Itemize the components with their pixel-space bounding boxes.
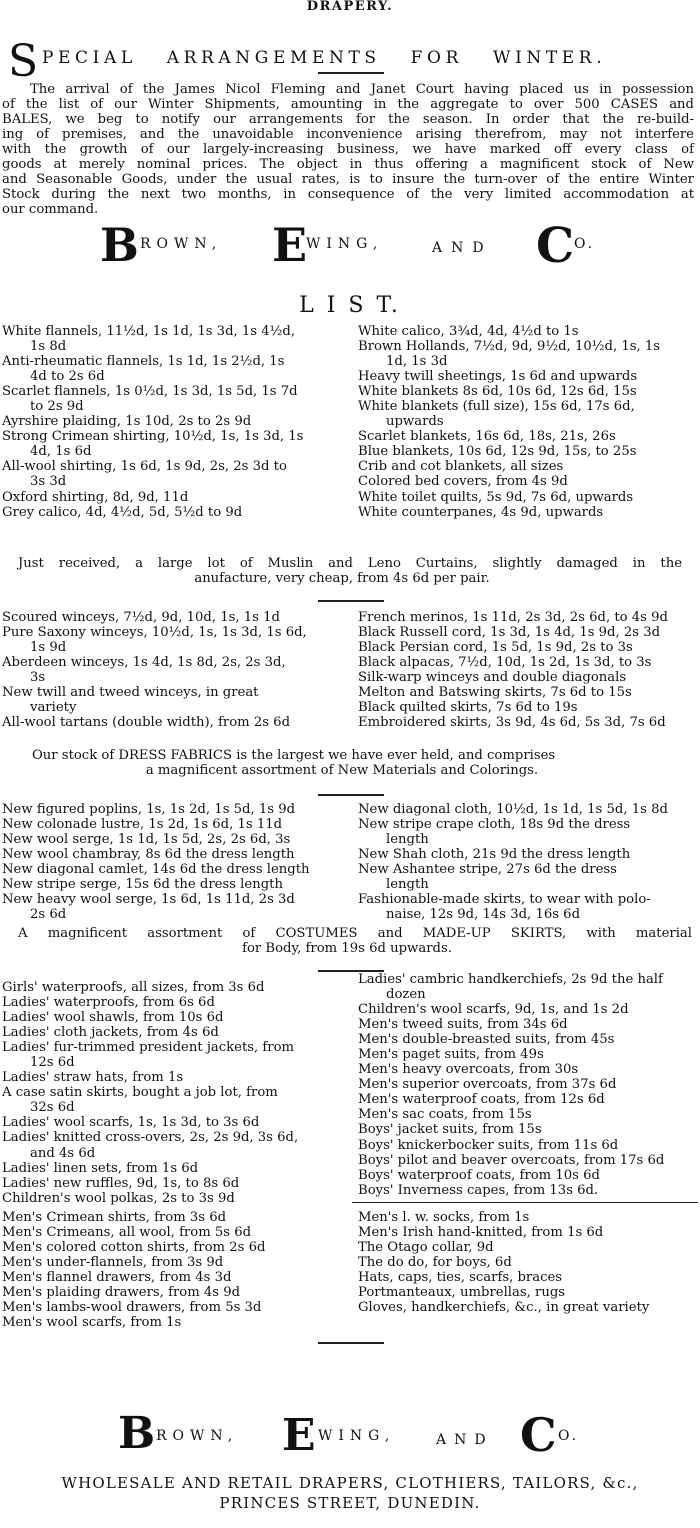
section3-left (2, 802, 350, 922)
list-item: 1s 9d (30, 640, 67, 656)
list-item: Black Russell cord, 1s 3d, 1s 4d, 1s 9d, 2s 3d (358, 625, 661, 641)
brand-initial-b: B (100, 218, 139, 272)
list-item: 2s 6d (30, 907, 67, 923)
list-item: variety (30, 700, 77, 716)
footer-line-1: WHOLESALE AND RETAIL DRAPERS, CLOTHIERS, TAILORS, &c., (61, 1474, 639, 1492)
list-item: Fashionable-made skirts, to wear with polo- (358, 892, 651, 908)
list-item: Colored bed covers, from 4s 9d (358, 474, 568, 490)
list-item: Gloves, handkerchiefs, &c., in great variety (358, 1300, 650, 1316)
list-item: 3s (30, 670, 46, 686)
list-item: 4d, 1s 6d (30, 444, 92, 460)
list-item: Black Persian cord, 1s 5d, 1s 9d, 2s to 3s (358, 640, 633, 656)
list-item: 32s 6d (30, 1100, 75, 1116)
list-item: to 2s 9d (30, 399, 84, 415)
intro-line: of the list of our Winter Shipments, amounting in the aggregate to over 500 CASES and (2, 97, 694, 112)
list-item: Men's l. w. socks, from 1s (358, 1210, 530, 1225)
list-item: New stripe serge, 15s 6d the dress length (2, 877, 283, 893)
page-header: DRAPERY. (306, 0, 394, 14)
list-item: Men's lambs-wool drawers, from 5s 3d (2, 1300, 262, 1316)
note-line: a magnificent assortment of New Materials and Colorings. (145, 763, 539, 778)
list-item: Grey calico, 4d, 4½d, 5d, 5½d to 9d (2, 504, 243, 520)
list-item: Boys' Inverness capes, from 13s 6d. (358, 1182, 599, 1198)
list-item: White blankets 8s 6d, 10s 6d, 12s 6d, 15s (358, 384, 637, 400)
list-item: Men's plaiding drawers, from 4s 9d (2, 1285, 241, 1301)
list-item: Ladies' knitted cross-overs, 2s, 2s 9d, 3s 6d, (2, 1130, 299, 1146)
list-item: New wool serge, 1s 1d, 1s 5d, 2s, 2s 6d, 3s (2, 832, 291, 848)
list-item: A case satin skirts, bought a job lot, from (2, 1085, 278, 1101)
list-item: Ayrshire plaiding, 1s 10d, 2s to 2s 9d (2, 414, 252, 430)
list-heading: L I S T. (299, 293, 401, 318)
list-item: 12s 6d (30, 1055, 75, 1071)
list-item: New diagonal cloth, 10½d, 1s 1d, 1s 5d, 1s 8d (358, 802, 668, 817)
list-item: Boys' waterproof coats, from 10s 6d (358, 1167, 600, 1183)
list-item: Men's tweed suits, from 34s 6d (358, 1017, 568, 1033)
note-line: anufacture, very cheap, from 4s 6d per pair. (194, 571, 490, 586)
list-item: All-wool shirting, 1s 6d, 1s 9d, 2s, 2s 3d to (2, 459, 287, 475)
list-item: Men's paget suits, from 49s (358, 1047, 544, 1063)
section1-right (358, 324, 698, 520)
section2-left (2, 610, 350, 730)
list-item: Scoured winceys, 7½d, 9d, 10d, 1s, 1s 1d (2, 610, 280, 625)
section5-left (2, 1210, 350, 1330)
intro-paragraph (2, 82, 694, 217)
list-item: Ladies' waterproofs, from 6s 6d (2, 995, 215, 1011)
section2-note (2, 748, 682, 778)
list-item: New twill and tweed winceys, in great (2, 685, 259, 701)
list-item: Men's Crimean shirts, from 3s 6d (2, 1210, 227, 1225)
list-item: length (386, 877, 429, 893)
list-item: New colonade lustre, 1s 2d, 1s 6d, 1s 11d (2, 817, 283, 833)
section-rule (318, 600, 384, 602)
brand-word-o: O. (558, 1428, 580, 1444)
list-item: upwards (386, 414, 444, 430)
list-item: Ladies' wool scarfs, 1s, 1s 3d, to 3s 6d (2, 1115, 260, 1131)
list-item: Scarlet flannels, 1s 0½d, 1s 3d, 1s 5d, 1s 7d (2, 384, 298, 400)
brand-initial-b: B (118, 1408, 156, 1459)
list-item: New wool chambray, 8s 6d the dress length (2, 847, 295, 863)
list-item: White blankets (full size), 15s 6d, 17s 6d, (358, 399, 635, 415)
list-item: White toilet quilts, 5s 9d, 7s 6d, upwards (358, 489, 634, 505)
list-item: Men's waterproof coats, from 12s 6d (358, 1092, 605, 1108)
intro-line: our command. (2, 202, 99, 217)
list-item: 1s 8d (30, 339, 67, 355)
list-item: Men's heavy overcoats, from 30s (358, 1062, 579, 1078)
list-item: Boys' knickerbocker suits, from 11s 6d (358, 1137, 619, 1153)
list-item: Melton and Batswing skirts, 7s 6d to 15s (358, 685, 632, 701)
section3-note (2, 926, 692, 956)
list-item: Ladies' wool shawls, from 10s 6d (2, 1010, 224, 1026)
section4-left (2, 980, 350, 1206)
intro-line: Stock during the next two months, in consequence of the very limited accommodation at (2, 187, 694, 202)
list-item: Men's wool scarfs, from 1s (2, 1315, 182, 1331)
list-item: New Shah cloth, 21s 9d the dress length (358, 847, 631, 863)
list-item: dozen (386, 987, 426, 1003)
list-item: length (386, 832, 429, 848)
intro-line: ing of premises, and the unavoidable inconvenience arising therefrom, may not interfere (2, 127, 694, 142)
list-item: New figured poplins, 1s, 1s 2d, 1s 5d, 1s 9d (2, 802, 296, 817)
note-line: Just received, a large lot of Muslin and Leno Curtains, slightly damaged in the (18, 556, 682, 571)
intro-line: with the growth of our largely-increasing business, we have marked off every class of (2, 142, 694, 157)
list-item: The do do, for boys, 6d (358, 1255, 512, 1271)
list-item: Girls' waterproofs, all sizes, from 3s 6d (2, 980, 265, 995)
brand-initial-c: C (536, 218, 575, 274)
list-item: Men's double-breasted suits, from 45s (358, 1032, 615, 1048)
list-item: Black alpacas, 7½d, 10d, 1s 2d, 1s 3d, to 3s (358, 655, 652, 671)
list-item: 4d to 2s 6d (30, 369, 105, 385)
list-item: and 4s 6d (30, 1145, 96, 1161)
brand-initial-e: E (272, 218, 308, 272)
list-item: White counterpanes, 4s 9d, upwards (358, 504, 604, 520)
list-item: New heavy wool serge, 1s 6d, 1s 11d, 2s 3d (2, 892, 295, 908)
section-rule (352, 1202, 698, 1203)
list-item: Scarlet blankets, 16s 6d, 18s, 21s, 26s (358, 429, 616, 445)
footer-line-2: PRINCES STREET, DUNEDIN. (219, 1494, 481, 1512)
list-item: Pure Saxony winceys, 10½d, 1s, 1s 3d, 1s 6d, (2, 625, 307, 641)
section1-note (2, 556, 682, 586)
note-line: A magnificent assortment of COSTUMES and MADE-UP SKIRTS, with material (18, 926, 692, 941)
intro-line: The arrival of the James Nicol Fleming and Janet Court having placed us in possession (30, 82, 694, 97)
list-item: Children's wool polkas, 2s to 3s 9d (2, 1190, 235, 1206)
list-item: naise, 12s 9d, 14s 3d, 16s 6d (386, 907, 581, 923)
list-item: Men's superior overcoats, from 37s 6d (358, 1077, 617, 1093)
list-item: White calico, 3¾d, 4d, 4½d to 1s (358, 324, 579, 339)
list-item: French merinos, 1s 11d, 2s 3d, 2s 6d, to 4s 9d (358, 610, 668, 625)
list-item: Crib and cot blankets, all sizes (358, 459, 564, 475)
list-item: Boys' pilot and beaver overcoats, from 17s 6d (358, 1152, 665, 1168)
list-item: Men's under-flannels, from 3s 9d (2, 1255, 224, 1271)
brand-word-rown: ROWN, (140, 236, 223, 252)
list-item: Embroidered skirts, 3s 9d, 4s 6d, 5s 3d, 7s 6d (358, 715, 666, 731)
list-item: Children's wool scarfs, 9d, 1s, and 1s 2d (358, 1002, 629, 1018)
title-text: PECIAL ARRANGEMENTS FOR WINTER. (42, 48, 607, 68)
brand-word-and: AND (436, 1432, 494, 1448)
section1-left (2, 324, 350, 520)
brand-word-o: O. (574, 236, 596, 252)
section-rule (318, 1342, 384, 1344)
list-item: Black quilted skirts, 7s 6d to 19s (358, 700, 578, 716)
list-item: White flannels, 11½d, 1s 1d, 1s 3d, 1s 4½d, (2, 324, 296, 339)
brand-word-rown: ROWN, (156, 1428, 239, 1444)
list-item: Anti-rheumatic flannels, 1s 1d, 1s 2½d, 1s (2, 354, 285, 370)
list-item: 3s 3d (30, 474, 67, 490)
list-item: Ladies' linen sets, from 1s 6d (2, 1160, 199, 1176)
list-item: Boys' jacket suits, from 15s (358, 1122, 542, 1138)
list-item: Men's sac coats, from 15s (358, 1107, 532, 1123)
list-item: Blue blankets, 10s 6d, 12s 9d, 15s, to 25s (358, 444, 637, 460)
note-line: Our stock of DRESS FABRICS is the largest we have ever held, and comprises (32, 748, 556, 763)
list-item: Ladies' fur-trimmed president jackets, from (2, 1040, 295, 1056)
list-item: Strong Crimean shirting, 10½d, 1s, 1s 3d, 1s (2, 429, 304, 445)
list-item: Ladies' cambric handkerchiefs, 2s 9d the half (358, 972, 663, 987)
list-item: 1d, 1s 3d (386, 354, 448, 370)
list-item: The Otago collar, 9d (358, 1240, 494, 1256)
list-item: Men's Irish hand-knitted, from 1s 6d (358, 1225, 604, 1241)
section3-right (358, 802, 698, 922)
brand-word-wing: WING, (318, 1428, 396, 1444)
intro-line: BALES, we beg to notify our arrangements for the season. In order that the re-build- (2, 112, 694, 127)
section2-right (358, 610, 698, 730)
section-rule (318, 794, 384, 796)
intro-line: and Seasonable Goods, under the usual rates, is to insure the turn-over of the entire Winter (2, 172, 694, 187)
brand-initial-c: C (520, 1408, 557, 1462)
list-item: Ladies' new ruffles, 9d, 1s, to 8s 6d (2, 1175, 240, 1191)
section4-right (358, 972, 698, 1198)
list-item: Ladies' straw hats, from 1s (2, 1070, 184, 1086)
list-item: Oxford shirting, 8d, 9d, 11d (2, 489, 189, 505)
list-item: Aberdeen winceys, 1s 4d, 1s 8d, 2s, 2s 3d, (2, 655, 286, 671)
list-item: Silk-warp winceys and double diagonals (358, 670, 627, 686)
list-item: Heavy twill sheetings, 1s 6d and upwards (358, 369, 638, 385)
title-initial: S (8, 36, 39, 87)
list-item: New stripe crape cloth, 18s 9d the dress (358, 817, 631, 833)
list-item: New Ashantee stripe, 27s 6d the dress (358, 862, 617, 878)
list-item: Ladies' cloth jackets, from 4s 6d (2, 1025, 219, 1041)
brand-initial-e: E (282, 1410, 316, 1461)
title-rule (318, 72, 384, 74)
list-item: Hats, caps, ties, scarfs, braces (358, 1270, 563, 1286)
list-item: Portmanteaux, umbrellas, rugs (358, 1285, 566, 1301)
brand-word-wing: WING, (306, 236, 384, 252)
list-item: Men's Crimeans, all wool, from 5s 6d (2, 1225, 252, 1241)
list-item: Men's colored cotton shirts, from 2s 6d (2, 1240, 266, 1256)
brand-word-and: AND (432, 240, 493, 256)
section5-right (358, 1210, 698, 1315)
list-item: Brown Hollands, 7½d, 9d, 9½d, 10½d, 1s, 1s (358, 339, 661, 355)
list-item: Men's flannel drawers, from 4s 3d (2, 1270, 232, 1286)
list-item: All-wool tartans (double width), from 2s 6d (2, 715, 291, 731)
intro-line: goods at merely nominal prices. The object in thus offering a magnificent stock of New (2, 157, 694, 172)
list-item: New diagonal camlet, 14s 6d the dress length (2, 862, 310, 878)
note-line: for Body, from 19s 6d upwards. (242, 941, 452, 956)
